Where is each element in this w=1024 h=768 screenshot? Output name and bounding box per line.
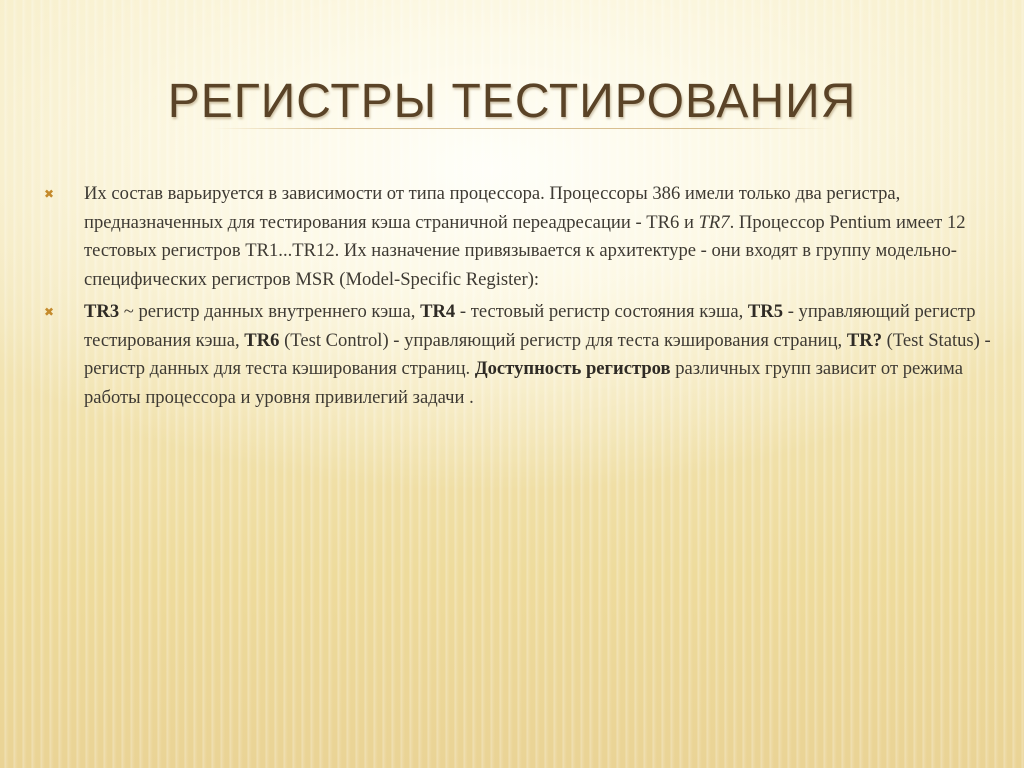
text-segment: различных групп зависит от режима работы процессора и уровня привилегий задачи . [84, 358, 963, 408]
text-segment-bold: TR3 [84, 301, 120, 322]
text-segment: ~ регистр данных внутреннего кэша, [119, 301, 421, 322]
text-segment: - тестовый регистр состояния кэша, [455, 301, 748, 322]
text-segment-bold: TR? [846, 329, 882, 351]
slide-title: РЕГИСТРЫ ТЕСТИРОВАНИЯ [167, 75, 857, 128]
text-segment-bold: TR6 [244, 329, 280, 351]
text-segment: (Test Status) - регистр данных для теста кэширования страниц. [84, 329, 991, 379]
bullet-item [44, 180, 994, 294]
text-segment-bold: Доступность регистров [474, 358, 671, 379]
text-segment-italic: TR7 [698, 211, 730, 233]
title-divider [212, 128, 830, 129]
slide-body [44, 180, 994, 416]
text-segment: - управляющий регистр тестирования кэша, [84, 301, 976, 351]
bullet-item [44, 298, 994, 412]
bullet-text [84, 301, 991, 408]
text-segment: Их состав варьируется в зависимости от типа процессора. Процессоры 386 имели только два регистра, предназначенных для тестирования кэша страничной переадресации - TR6 и [84, 183, 901, 233]
bullet-text [84, 183, 966, 290]
text-segment-bold: TR5 [747, 301, 784, 322]
text-segment-bold: TR4 [420, 301, 456, 322]
text-segment: (Test Control) - управляющий регистр для теста кэширования страниц, [279, 329, 847, 351]
bullet-x-icon: ✖ [44, 305, 55, 319]
bullet-x-icon: ✖ [44, 187, 55, 201]
text-segment: . Процессор Pentium имеет 12 тестовых регистров TR1...TR12. Их назначение привязывается к архитектуре - они входят в группу модельно-специфических регистров MSR (Model-Specific Register): [84, 211, 966, 290]
